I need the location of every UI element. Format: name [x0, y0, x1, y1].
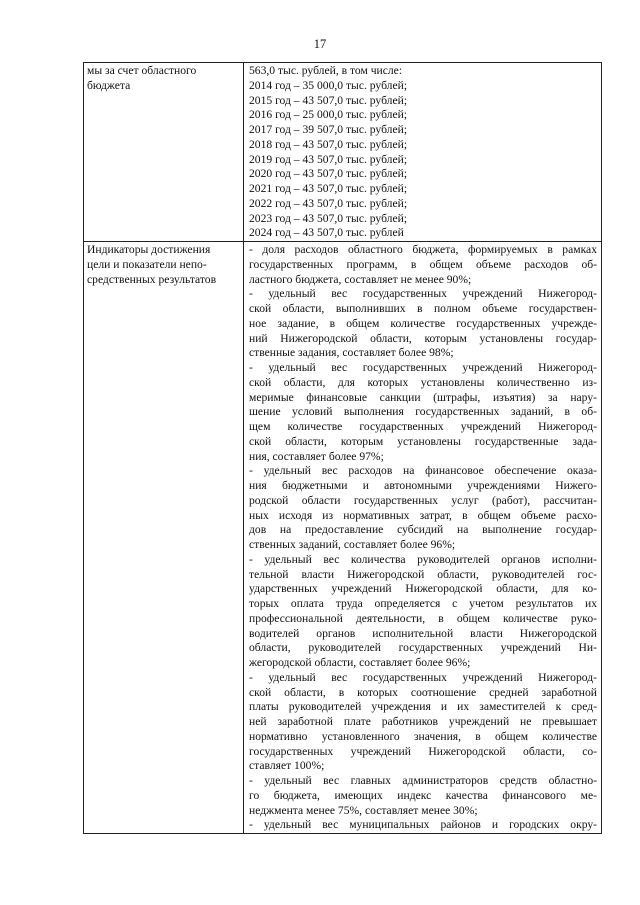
- content-line: - удельный вес муниципальных районов и городских окру-: [249, 818, 597, 832]
- table-row-funding: [84, 63, 602, 242]
- content-line: щем количестве государственных учреждений Нижегород-: [249, 420, 597, 433]
- content-line: 2020 год – 43 507,0 тыс. рублей;: [249, 167, 408, 181]
- content-line: шение условий выполнения государственных заданий, в об-: [249, 405, 597, 419]
- content-line: 2024 год – 43 507,0 тыс. рублей: [249, 226, 404, 240]
- content-line: дов на предоставление субсидий на выполнение государ-: [249, 523, 597, 537]
- content-line: 2023 год – 43 507,0 тыс. рублей;: [249, 211, 408, 225]
- content-line: государственных программ, в общем объеме расходов об-: [249, 257, 597, 271]
- content-line: ных исходя из нормативных затрат, в общем объеме расхо-: [249, 508, 597, 522]
- content-line: водителей органов исполнительной власти Нижегородской: [249, 626, 597, 640]
- content-line: 2016 год – 25 000,0 тыс. рублей;: [249, 108, 408, 122]
- row-content-cell: [244, 242, 602, 834]
- content-line: 2022 год – 43 507,0 тыс. рублей;: [249, 196, 408, 210]
- content-line: - удельный вес количества руководителей органов исполни-: [249, 552, 597, 566]
- content-line: 2015 год – 43 507,0 тыс. рублей;: [249, 93, 408, 107]
- content-line: го бюджета, имеющих индекс качества финансового ме-: [249, 788, 597, 802]
- content-line: ской области, выполнивших в полном объеме государствен-: [249, 302, 597, 315]
- content-line: 2018 год – 43 507,0 тыс. рублей;: [249, 137, 408, 151]
- content-line: неджмента менее 75%, составляет менее 30%;: [249, 803, 478, 817]
- content-line: ственные задания, составляет более 98%;: [249, 346, 454, 360]
- content-line: профессиональной деятельности, в общем количестве руко-: [249, 611, 597, 625]
- content-line: 563,0 тыс. рублей, в том числе:: [249, 64, 403, 77]
- row-label-cell: [84, 242, 244, 834]
- content-line: области, руководителей государственных учреждений Ни-: [249, 641, 597, 655]
- content-line: ской области, которым установлены государственные зада-: [249, 434, 597, 448]
- row-label-line: мы за счет областного: [87, 64, 197, 77]
- content-line: родской области государственных услуг (работ), рассчитан-: [249, 493, 597, 507]
- content-line: - удельный вес государственных учреждений Нижегород-: [249, 287, 597, 301]
- content-line: нормативно установленного значения, в общем количестве: [249, 729, 597, 743]
- content-line: торых оплата труда определяется с учетом результатов их: [249, 597, 597, 610]
- content-line: ний Нижегородской области, которым установлены государ-: [249, 331, 597, 345]
- content-line: тельной власти Нижегородской области, руководителей гос-: [249, 567, 597, 581]
- content-line: - удельный вес главных администраторов средств областно-: [249, 774, 597, 787]
- row-label-cell: [84, 63, 244, 242]
- content-line: меримые финансовые санкции (штрафы, изъятия) за нару-: [249, 390, 597, 404]
- content-line: ственных заданий, составляет более 96%;: [249, 538, 456, 551]
- content-line: 2019 год – 43 507,0 тыс. рублей;: [249, 152, 408, 166]
- content-line: ластного бюджета, составляет не менее 90%;: [249, 272, 472, 286]
- content-line: ской области, в которых соотношение средней заработной: [249, 685, 597, 699]
- program-passport-table: [83, 62, 602, 834]
- content-line: - удельный вес расходов на финансовое обеспечение оказа-: [249, 464, 597, 478]
- content-line: платы руководителей учреждения и их заместителей к сред-: [249, 700, 597, 714]
- content-line: 2014 год – 35 000,0 тыс. рублей;: [249, 78, 408, 92]
- content-line: ударственных учреждений Нижегородской области, для ко-: [249, 582, 597, 596]
- row-content-cell: [244, 63, 602, 242]
- content-line: ней заработной плате работников учреждений не превышает: [249, 715, 597, 728]
- content-line: - доля расходов областного бюджета, формируемых в рамках: [249, 243, 597, 256]
- content-line: ской области, для которых установлены количественно из-: [249, 375, 597, 389]
- row-label-line: цели и показатели непо-: [87, 257, 207, 271]
- row-label-line: средственных результатов: [87, 272, 217, 286]
- row-label-line: бюджета: [87, 78, 131, 92]
- content-line: жегородской области, составляет более 96%;: [249, 656, 471, 669]
- content-line: 2017 год – 39 507,0 тыс. рублей;: [249, 123, 408, 136]
- content-line: ния бюджетными и автономными учреждениями Нижего-: [249, 479, 597, 492]
- content-line: - удельный вес государственных учреждений Нижегород-: [249, 361, 597, 374]
- content-line: государственных учреждений Нижегородской области, со-: [249, 744, 597, 758]
- content-line: ния, составляет более 97%;: [249, 449, 384, 463]
- content-line: ное задание, в общем количестве государственных учрежде-: [249, 316, 597, 330]
- row-label-line: Индикаторы достижения: [87, 243, 211, 256]
- table-row-indicators: [84, 242, 602, 834]
- content-line: - удельный вес государственных учреждений Нижегород-: [249, 670, 597, 684]
- content-line: ставляет 100%;: [249, 759, 325, 773]
- page-number: 17: [313, 37, 327, 51]
- content-line: 2021 год – 43 507,0 тыс. рублей;: [249, 182, 408, 195]
